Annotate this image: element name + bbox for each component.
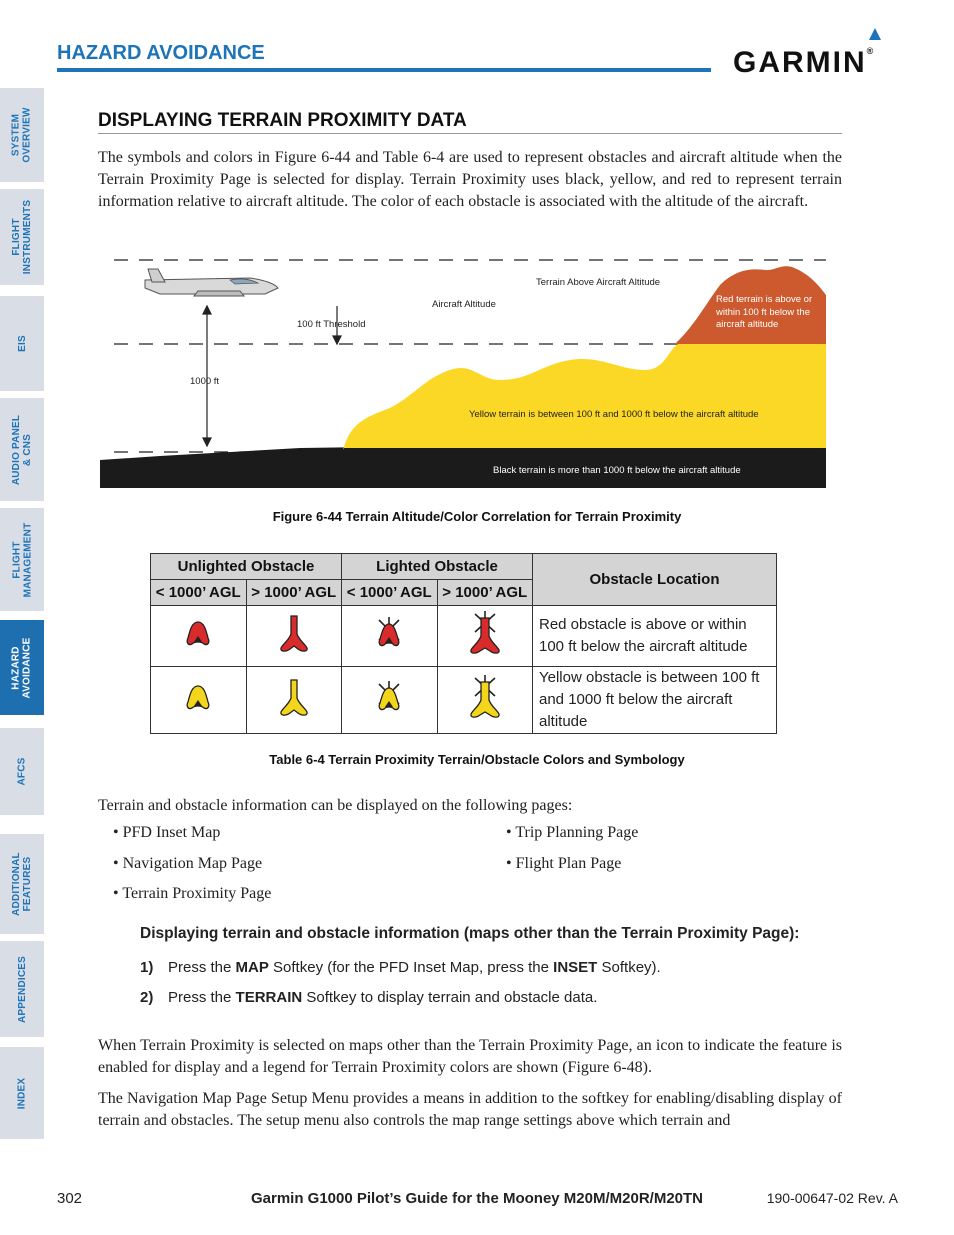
table-caption: Table 6-4 Terrain Proximity Terrain/Obstacle Colors and Symbology xyxy=(269,752,685,767)
page-heading: DISPLAYING TERRAIN PROXIMITY DATA xyxy=(98,110,467,131)
yellow-location-text: Yellow obstacle is between 100 ft and 1000 ft below the aircraft altitude xyxy=(533,667,777,734)
section-title: HAZARD AVOIDANCE xyxy=(57,42,265,64)
page-number: 302 xyxy=(57,1190,83,1207)
yellow-lighted-low-icon xyxy=(342,667,438,734)
thousand-ft-label: 1000 ft xyxy=(190,376,220,387)
tab-index[interactable]: INDEX xyxy=(0,1047,44,1139)
procedure-step-2: 2) Press the TERRAIN Softkey to display terrain and obstacle data. xyxy=(140,989,598,1006)
terrain-above-label: Terrain Above Aircraft Altitude xyxy=(536,277,661,288)
th-unlighted: Unlighted Obstacle xyxy=(151,554,342,580)
garmin-triangle-icon xyxy=(869,28,881,40)
yellow-unlighted-high-icon xyxy=(246,667,342,734)
yellow-terrain-label: Yellow terrain is between 100 ft and 1000 ft below the aircraft altitude xyxy=(469,409,759,420)
tab-additional-features[interactable]: ADDITIONAL FEATURES xyxy=(0,834,44,934)
aircraft-altitude-label: Aircraft Altitude xyxy=(432,299,496,310)
tab-eis[interactable]: EIS xyxy=(0,296,44,391)
procedure-step-1: 1) Press the MAP Softkey (for the PFD Inset Map, press the INSET Softkey). xyxy=(140,959,661,976)
tab-audio-panel-cns[interactable]: AUDIO PANEL & CNS xyxy=(0,398,44,501)
list-item: • Navigation Map Page xyxy=(113,855,263,872)
tab-flight-instruments[interactable]: FLIGHT INSTRUMENTS xyxy=(0,189,44,285)
procedure-title: Displaying terrain and obstacle information (maps other than the Terrain Proximity Page): xyxy=(140,925,800,942)
intro-paragraph: The symbols and colors in Figure 6-44 and Table 6-4 are used to represent obstacles and aircraft altitude when the Terrain Proximity Page is selected for display. Terrain Proximity uses black, yellow, and red to represent terrain information relative to aircraft altitude. The color of each obstacle is associated with the altitude of the aircraft. xyxy=(98,149,842,210)
tab-flight-management[interactable]: FLIGHT MANAGEMENT xyxy=(0,508,44,611)
th-lit-high: > 1000’ AGL xyxy=(437,580,533,606)
red-lighted-low-icon xyxy=(342,606,438,667)
list-item: • Terrain Proximity Page xyxy=(113,885,272,902)
tab-hazard-avoidance[interactable]: HAZARD AVOIDANCE xyxy=(0,620,44,715)
obstacle-table xyxy=(150,553,777,734)
red-unlighted-low-icon xyxy=(151,606,247,667)
threshold-label: 100 ft Threshold xyxy=(297,319,366,330)
paragraph-setup-menu: The Navigation Map Page Setup Menu provides a means in addition to the softkey for enabling/disabling display of terrain and obstacles. The setup menu also controls the map range settings above which terrain and xyxy=(98,1090,842,1129)
red-unlighted-high-icon xyxy=(246,606,342,667)
pages-intro: Terrain and obstacle information can be displayed on the following pages: xyxy=(98,797,573,814)
table-row xyxy=(151,606,777,667)
tab-system-overview[interactable]: SYSTEM OVERVIEW xyxy=(0,88,44,182)
paragraph-terrain-icon: When Terrain Proximity is selected on maps other than the Terrain Proximity Page, an icon to indicate the feature is enabled for display and a legend for Terrain Proximity colors are shown (Figure 6-48). xyxy=(98,1037,842,1076)
table-row xyxy=(151,667,777,734)
tab-afcs[interactable]: AFCS xyxy=(0,728,44,815)
tab-appendices[interactable]: APPENDICES xyxy=(0,941,44,1037)
garmin-logo: GARMIN® xyxy=(733,26,899,78)
th-unlit-low: < 1000’ AGL xyxy=(151,580,247,606)
th-lit-low: < 1000’ AGL xyxy=(342,580,438,606)
list-item: • PFD Inset Map xyxy=(113,824,221,841)
red-terrain-label: Red terrain is above or within 100 ft below the aircraft altitude xyxy=(716,294,813,330)
list-item: • Trip Planning Page xyxy=(506,824,639,841)
footer-doc-number: 190-00647-02 Rev. A xyxy=(766,1190,898,1206)
heading-rule xyxy=(98,133,842,134)
header-rule xyxy=(57,68,711,72)
list-item: • Flight Plan Page xyxy=(506,855,622,872)
th-unlit-high: > 1000’ AGL xyxy=(246,580,342,606)
yellow-unlighted-low-icon xyxy=(151,667,247,734)
th-lighted: Lighted Obstacle xyxy=(342,554,533,580)
yellow-lighted-high-icon xyxy=(437,667,533,734)
red-location-text: Red obstacle is above or within 100 ft below the aircraft altitude xyxy=(533,606,777,667)
terrain-figure xyxy=(100,240,826,488)
footer-title: Garmin G1000 Pilot’s Guide for the Mooney M20M/M20R/M20TN xyxy=(250,1190,704,1207)
figure-caption: Figure 6-44 Terrain Altitude/Color Correlation for Terrain Proximity xyxy=(272,509,682,524)
red-lighted-high-icon xyxy=(437,606,533,667)
black-terrain-label: Black terrain is more than 1000 ft below the aircraft altitude xyxy=(493,465,741,476)
th-location: Obstacle Location xyxy=(533,554,777,606)
